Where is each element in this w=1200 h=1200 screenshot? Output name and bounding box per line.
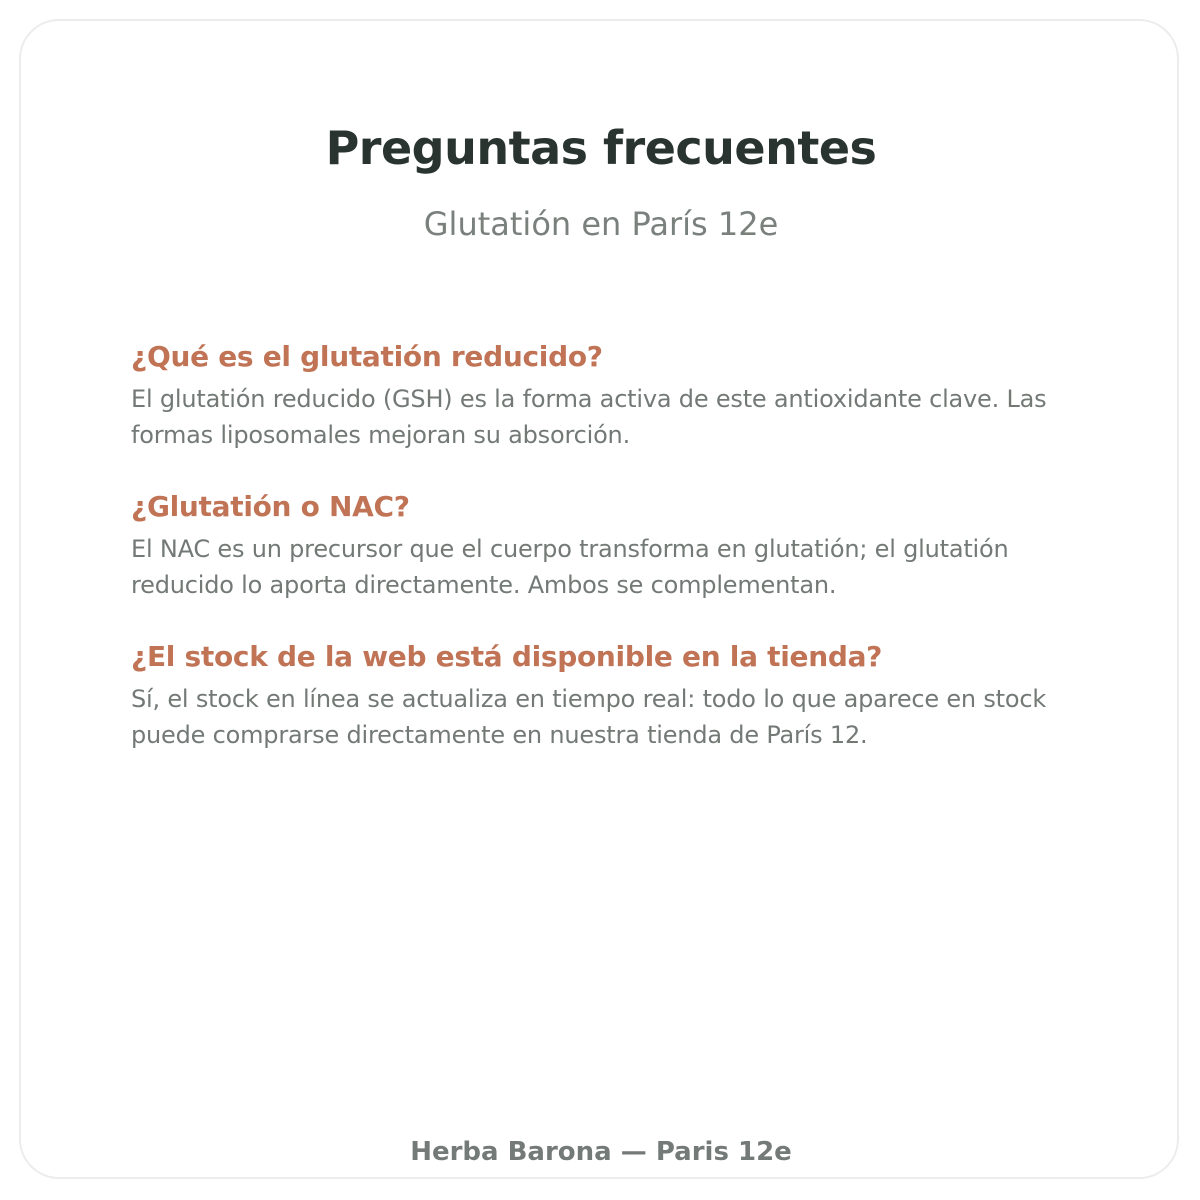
faq-card xyxy=(19,19,1179,1179)
faq-list xyxy=(131,339,1091,789)
faq-answer: El glutatión reducido (GSH) es la forma activa de este antioxidante clave. Las formas liposomales mejoran su absorción. xyxy=(131,385,1047,449)
faq-item xyxy=(131,489,1091,603)
faq-question: ¿Glutatión o NAC? xyxy=(131,490,410,523)
faq-question: ¿Qué es el glutatión reducido? xyxy=(131,340,603,373)
footer-brand: Herba Barona — Paris 12e xyxy=(410,1137,792,1167)
faq-question: ¿El stock de la web está disponible en la tienda? xyxy=(131,640,883,673)
faq-answer: Sí, el stock en línea se actualiza en tiempo real: todo lo que aparece en stock puede comprarse directamente en nuestra tienda de París 12. xyxy=(131,685,1047,749)
page-subtitle: Glutatión en París 12e xyxy=(423,205,779,243)
page-title: Preguntas frecuentes xyxy=(325,121,877,175)
faq-answer: El NAC es un precursor que el cuerpo transforma en glutatión; el glutatión reducido lo aporta directamente. Ambos se complementan. xyxy=(131,535,1009,599)
faq-item xyxy=(131,339,1091,453)
faq-item xyxy=(131,639,1091,753)
